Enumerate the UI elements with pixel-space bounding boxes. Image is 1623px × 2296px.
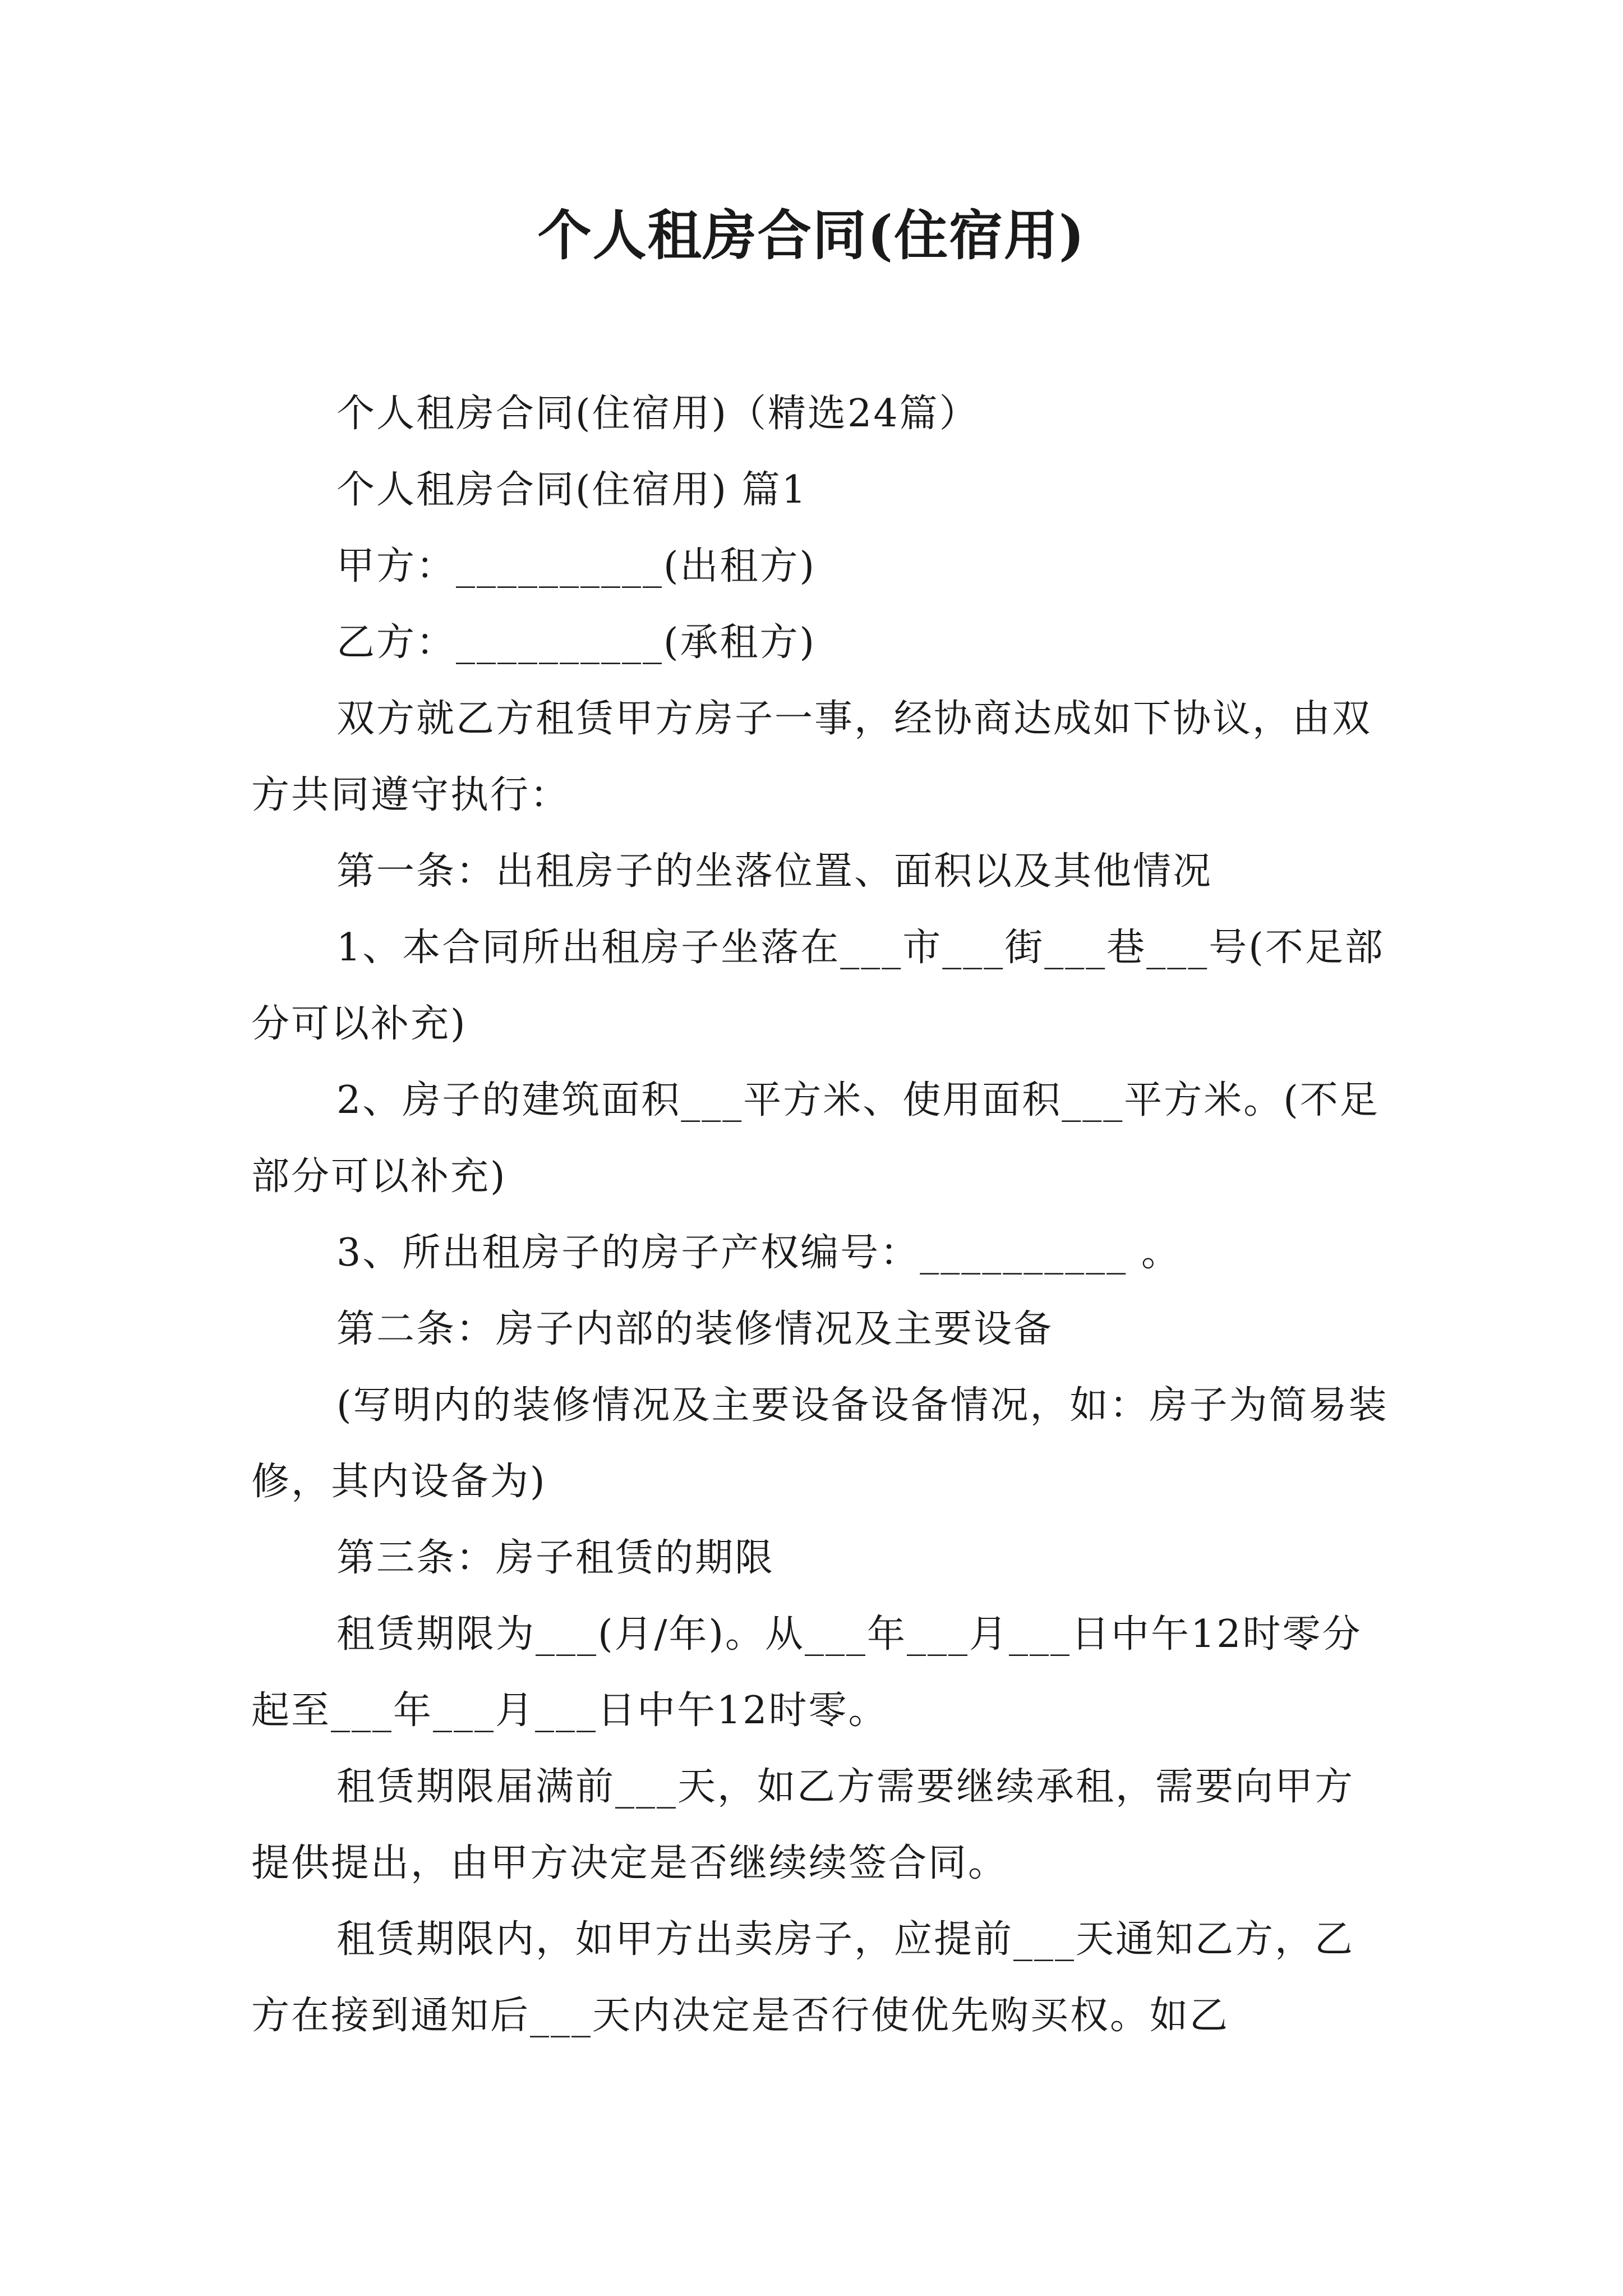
lease-sale-paragraph: 租赁期限内，如甲方出卖房子，应提前___天通知乙方，乙方在接到通知后___天内决定是否行使优先购买权。如乙 [251, 1917, 1355, 2038]
article-two-heading: 第二条：房子内部的装修情况及主要设备 [336, 1307, 1054, 1351]
article-one-item-1: 1、本合同所出租房子坐落在___市___街___巷___号(不足部分可以补充) [251, 926, 1385, 1046]
party-b-line: 乙方：__________(承租方) [336, 620, 817, 665]
agreement-intro-paragraph: 双方就乙方租赁甲方房子一事，经协商达成如下协议，由双方共同遵守执行： [251, 697, 1372, 817]
party-a-line: 甲方：__________(出租方) [336, 544, 817, 588]
subtitle-paragraph: 个人租房合同(住宿用)（精选24篇） [336, 392, 979, 436]
article-three-heading: 第三条：房子租赁的期限 [336, 1536, 775, 1580]
lease-renewal-paragraph: 租赁期限届满前___天，如乙方需要继续承租，需要向甲方提供提出，由甲方决定是否继续续签合同。 [251, 1765, 1355, 1885]
document-title: 个人租房合同(住宿用) [537, 204, 1086, 267]
article-one-item-3: 3、所出租房子的房子产权编号：__________ 。 [336, 1231, 1181, 1275]
section-heading: 个人租房合同(住宿用) 篇1 [336, 468, 808, 512]
document-body [251, 376, 1390, 2054]
article-one-heading: 第一条：出租房子的坐落位置、面积以及其他情况 [336, 849, 1213, 894]
article-two-note: (写明内的装修情况及主要设备设备情况，如：房子为简易装修，其内设备为) [251, 1383, 1389, 1504]
article-one-item-2: 2、房子的建筑面积___平方米、使用面积___平方米。(不足部分可以补充) [251, 1078, 1380, 1199]
lease-term-paragraph: 租赁期限为___(月/年)。从___年___月___日中午12时零分起至___年___月___日中午12时零。 [251, 1612, 1362, 1733]
